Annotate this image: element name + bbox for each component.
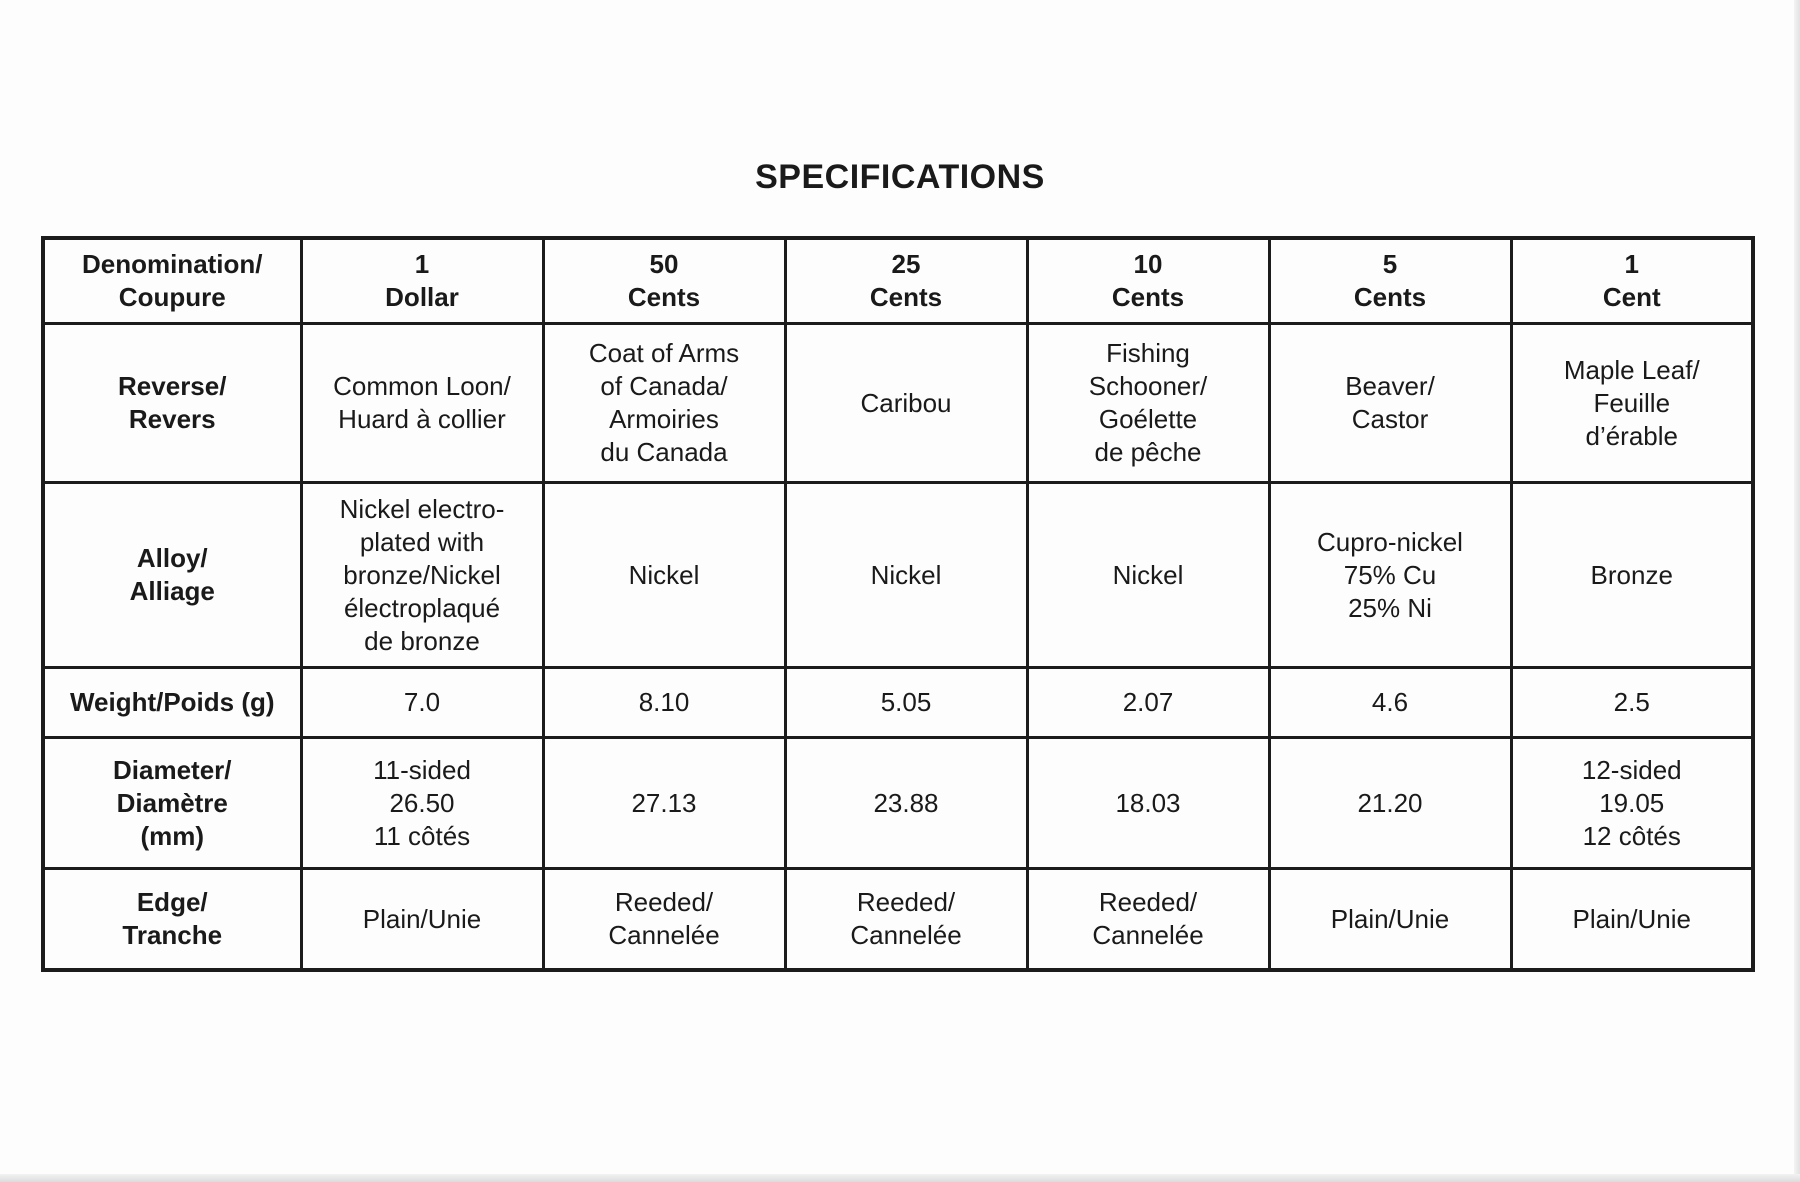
header-1-cent: 1 Cent	[1511, 238, 1753, 324]
cell-diameter-25-cents: 23.88	[785, 738, 1027, 869]
cell-alloy-1-dollar: Nickel electro- plated with bronze/Nickel électroplaqué de bronze	[301, 483, 543, 668]
table-row-edge	[43, 869, 1753, 971]
specifications-table	[41, 236, 1755, 972]
cell-reverse-1-dollar: Common Loon/ Huard à collier	[301, 324, 543, 483]
cell-weight-50-cents: 8.10	[543, 668, 785, 738]
cell-edge-25-cents: Reeded/ Cannelée	[785, 869, 1027, 971]
cell-weight-1-dollar: 7.0	[301, 668, 543, 738]
cell-diameter-5-cents: 21.20	[1269, 738, 1511, 869]
header-50-cents: 50 Cents	[543, 238, 785, 324]
cell-alloy-5-cents: Cupro-nickel 75% Cu 25% Ni	[1269, 483, 1511, 668]
cell-diameter-50-cents: 27.13	[543, 738, 785, 869]
cell-weight-25-cents: 5.05	[785, 668, 1027, 738]
table-row-reverse	[43, 324, 1753, 483]
page-title	[0, 158, 1800, 197]
cell-alloy-50-cents: Nickel	[543, 483, 785, 668]
header-denomination: Denomination/ Coupure	[43, 238, 301, 324]
header-10-cents: 10 Cents	[1027, 238, 1269, 324]
page-title-text: SPECIFICATIONS	[755, 158, 1045, 196]
table-row-diameter	[43, 738, 1753, 869]
cell-edge-1-dollar: Plain/Unie	[301, 869, 543, 971]
cell-alloy-25-cents: Nickel	[785, 483, 1027, 668]
cell-weight-10-cents: 2.07	[1027, 668, 1269, 738]
row-label-edge: Edge/ Tranche	[43, 869, 301, 971]
header-25-cents: 25 Cents	[785, 238, 1027, 324]
row-label-reverse: Reverse/ Revers	[43, 324, 301, 483]
table-row-alloy	[43, 483, 1753, 668]
cell-diameter-1-cent: 12-sided 19.05 12 côtés	[1511, 738, 1753, 869]
cell-alloy-10-cents: Nickel	[1027, 483, 1269, 668]
row-label-diameter: Diameter/ Diamètre (mm)	[43, 738, 301, 869]
cell-reverse-25-cents: Caribou	[785, 324, 1027, 483]
cell-diameter-10-cents: 18.03	[1027, 738, 1269, 869]
row-label-alloy: Alloy/ Alliage	[43, 483, 301, 668]
cell-reverse-10-cents: Fishing Schooner/ Goélette de pêche	[1027, 324, 1269, 483]
cell-edge-1-cent: Plain/Unie	[1511, 869, 1753, 971]
row-label-weight: Weight/Poids (g)	[43, 668, 301, 738]
cell-reverse-1-cent: Maple Leaf/ Feuille d’érable	[1511, 324, 1753, 483]
page-edge-bottom	[0, 1174, 1800, 1182]
cell-reverse-50-cents: Coat of Arms of Canada/ Armoiries du Canada	[543, 324, 785, 483]
cell-edge-5-cents: Plain/Unie	[1269, 869, 1511, 971]
cell-weight-5-cents: 4.6	[1269, 668, 1511, 738]
table-header-row	[43, 238, 1753, 324]
cell-diameter-1-dollar: 11-sided 26.50 11 côtés	[301, 738, 543, 869]
cell-edge-50-cents: Reeded/ Cannelée	[543, 869, 785, 971]
cell-edge-10-cents: Reeded/ Cannelée	[1027, 869, 1269, 971]
cell-reverse-5-cents: Beaver/ Castor	[1269, 324, 1511, 483]
page-edge-right	[1794, 0, 1800, 1182]
cell-alloy-1-cent: Bronze	[1511, 483, 1753, 668]
header-1-dollar: 1 Dollar	[301, 238, 543, 324]
header-5-cents: 5 Cents	[1269, 238, 1511, 324]
table-row-weight	[43, 668, 1753, 738]
cell-weight-1-cent: 2.5	[1511, 668, 1753, 738]
